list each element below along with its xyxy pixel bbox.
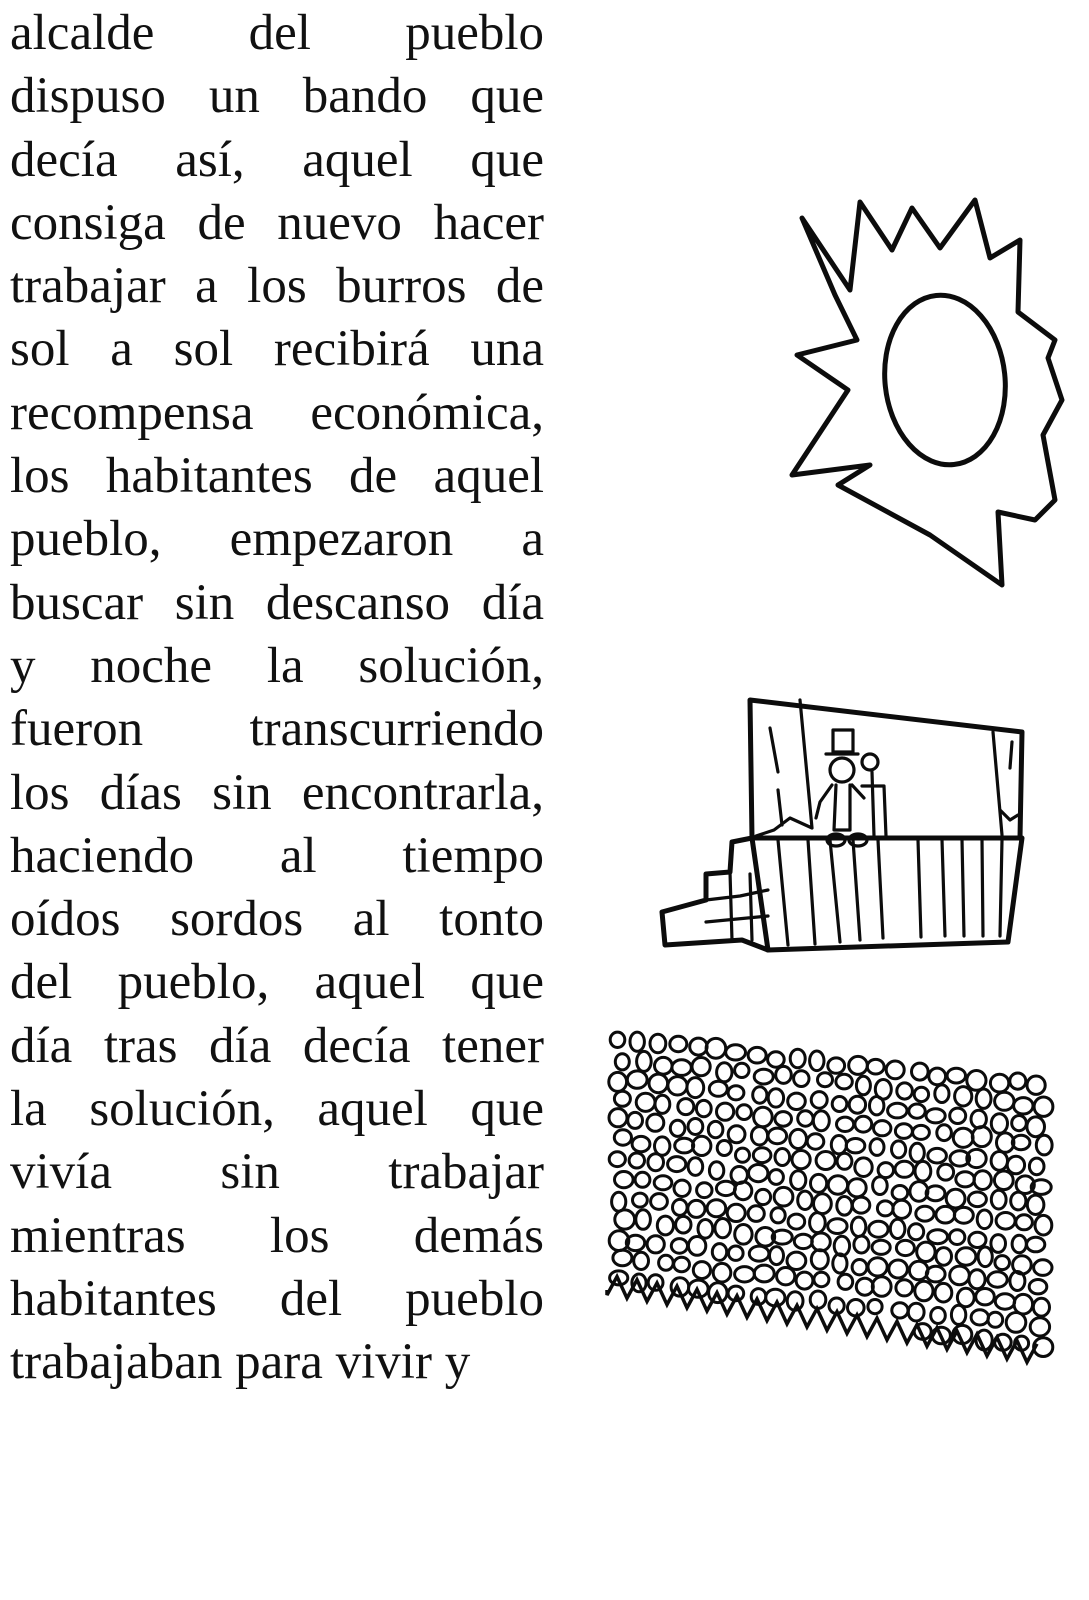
text-line: recompensa económica,: [10, 384, 544, 441]
text-line: día tras día decía tener: [10, 1017, 544, 1074]
text-line: sol a sol recibirá una: [10, 321, 544, 378]
sun-icon: [780, 190, 1070, 590]
text-line: mientras los demás: [10, 1207, 544, 1264]
text-line: y noche la solución,: [10, 637, 544, 694]
text-line: habitantes del pueblo: [10, 1270, 544, 1327]
text-line: trabajaban para vivir y: [10, 1334, 471, 1391]
stage-icon: [650, 690, 1030, 960]
text-line: buscar sin descanso día: [10, 574, 544, 631]
text-line: oídos sordos al tonto: [10, 891, 544, 948]
text-line: dispuso un bando que: [10, 68, 544, 125]
text-line: la solución, aquel que: [10, 1081, 544, 1138]
crowd-drawing: [605, 1025, 1060, 1365]
text-line: del pueblo, aquel que: [10, 954, 544, 1011]
story-paragraph: [10, 2, 544, 1395]
text-line: trabajar a los burros de: [10, 258, 544, 315]
stage-drawing: [650, 690, 1030, 960]
text-line: los días sin encontrarla,: [10, 764, 544, 821]
text-line: fueron transcurriendo: [10, 701, 544, 758]
text-line: los habitantes de aquel: [10, 448, 544, 505]
text-line: consiga de nuevo hacer: [10, 194, 544, 251]
text-line: pueblo, empezaron a: [10, 511, 544, 568]
crowd-icon: [605, 1025, 1060, 1365]
text-line: alcalde del pueblo: [10, 5, 544, 61]
text-line: decía así, aquel que: [10, 131, 544, 188]
text-line: haciendo al tiempo: [10, 827, 544, 884]
text-line: vivía sin trabajar: [10, 1144, 544, 1201]
sun-drawing: [780, 190, 1070, 590]
